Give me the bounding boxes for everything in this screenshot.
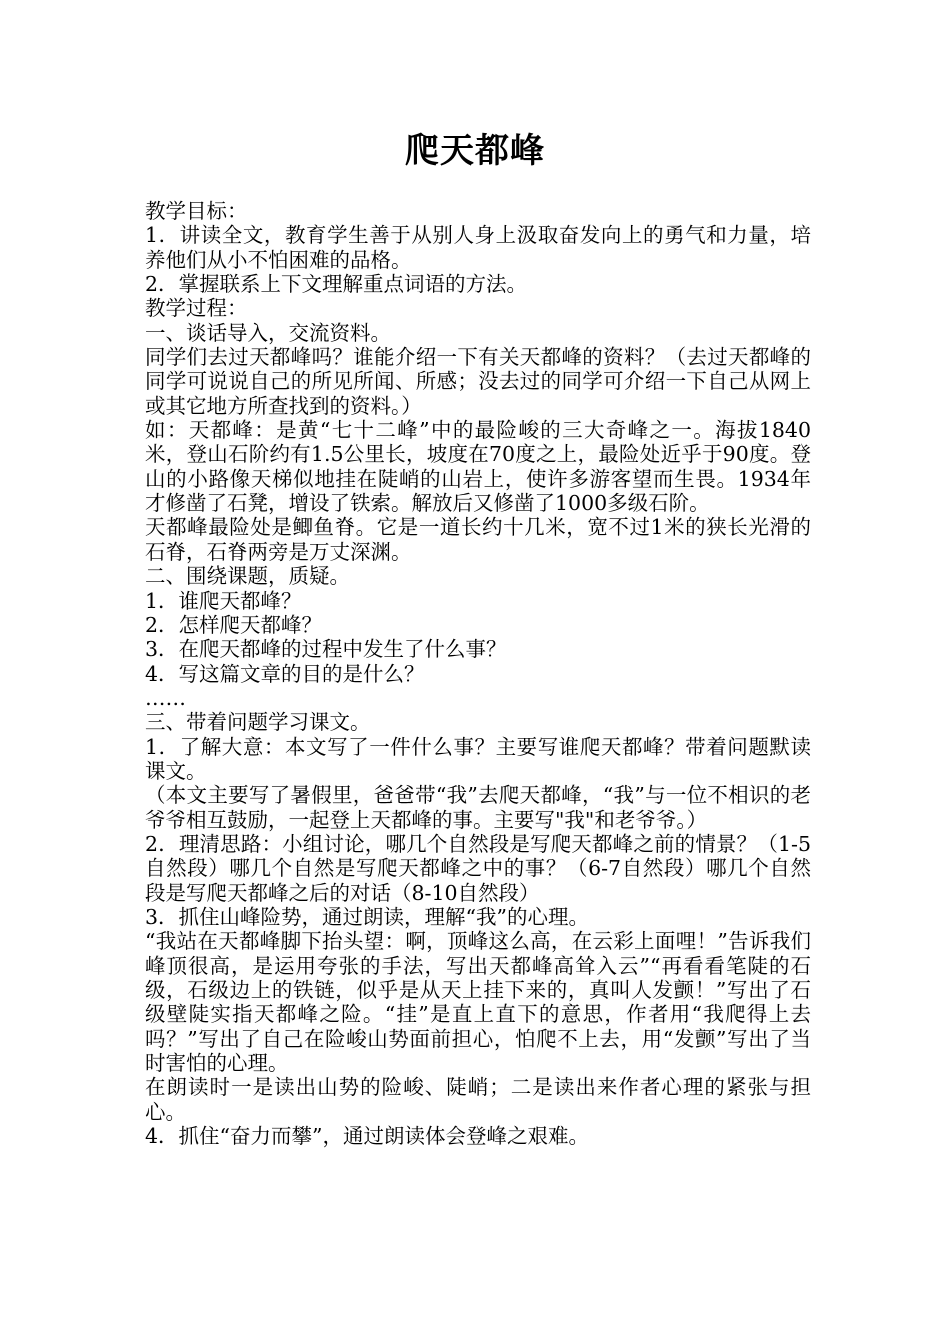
paragraph: 2．理清思路：小组讨论，哪几个自然段是写爬天都峰之前的情景？（1-5自然段）哪几个自然是写爬天都峰之中的事？（6-7自然段）哪几个自然段是写爬天都峰之后的对话（8-10自然段） <box>145 831 811 905</box>
ellipsis: …… <box>145 685 186 710</box>
section-heading-objectives: 教学目标： <box>145 199 248 223</box>
section-heading-process: 教学过程： <box>145 296 248 321</box>
question-item: 3．在爬天都峰的过程中发生了什么事？ <box>145 637 507 662</box>
paragraph: （本文主要写了暑假里，爸爸带“我”去爬天都峰，“我”与一位不相识的老爷爷相互鼓励，一起登上天都峰的事。主要写"我"和老爷爷。） <box>145 783 811 832</box>
document-title: 爬天都峰 <box>405 131 545 171</box>
paragraph: 3．抓住山峰险势，通过朗读，理解“我”的心理。 <box>145 904 590 929</box>
question-item: 4．写这篇文章的目的是什么？ <box>145 661 425 686</box>
objective-item: 2．掌握联系上下文理解重点词语的方法。 <box>145 272 528 297</box>
document-body <box>145 199 811 1148</box>
paragraph: 天都峰最险处是鲫鱼脊。它是一道长约十几米，宽不过1米的狭长光滑的石脊，石脊两旁是万丈深渊。 <box>145 515 811 564</box>
paragraph: 同学们去过天都峰吗？谁能介绍一下有关天都峰的资料？（去过天都峰的同学可说说自己的所见所闻、所感；没去过的同学可介绍一下自己从网上或其它地方所查找到的资料。） <box>145 345 811 418</box>
paragraph: 在朗读时一是读出山势的险峻、陡峭；二是读出来作者心理的紧张与担心。 <box>145 1075 811 1124</box>
paragraph: 4．抓住“奋力而攀”，通过朗读体会登峰之艰难。 <box>145 1124 590 1149</box>
step-heading: 三、带着问题学习课文。 <box>145 710 371 735</box>
paragraph: 如：天都峰：是黄“七十二峰”中的最险峻的三大奇峰之一。海拔1840米，登山石阶约有1.5公里长，坡度在70度之上，最险处近乎于90度。登山的小路像天梯似地挂在陡峭的山岩上，使许多游客望而生畏。1934年才修凿了石凳，增设了铁索。解放后又修凿了1000多级石阶。 <box>145 418 811 516</box>
step-heading: 二、围绕课题，质疑。 <box>145 564 350 589</box>
paragraph: “我站在天都峰脚下抬头望：啊，顶峰这么高，在云彩上面哩！”告诉我们峰顶很高，是运用夸张的手法，写出天都峰高耸入云”“再看看笔陡的石级，石级边上的铁链，似乎是从天上挂下来的，真叫人发颤！”写出了石级壁陡实指天都峰之险。“挂”是直上直下的意思，作者用“我爬得上去吗？”写出了自己在险峻山势面前担心，怕爬不上去，用“发颤”写出了当时害怕的心理。 <box>145 929 811 1076</box>
paragraph: 1．了解大意：本文写了一件什么事？主要写谁爬天都峰？带着问题默读课文。 <box>145 734 811 783</box>
objective-item: 1．讲读全文，教育学生善于从别人身上汲取奋发向上的勇气和力量，培养他们从小不怕困难的品格。 <box>145 223 811 272</box>
step-heading: 一、谈话导入，交流资料。 <box>145 320 391 345</box>
question-item: 2．怎样爬天都峰？ <box>145 612 323 637</box>
question-item: 1．谁爬天都峰？ <box>145 588 302 613</box>
